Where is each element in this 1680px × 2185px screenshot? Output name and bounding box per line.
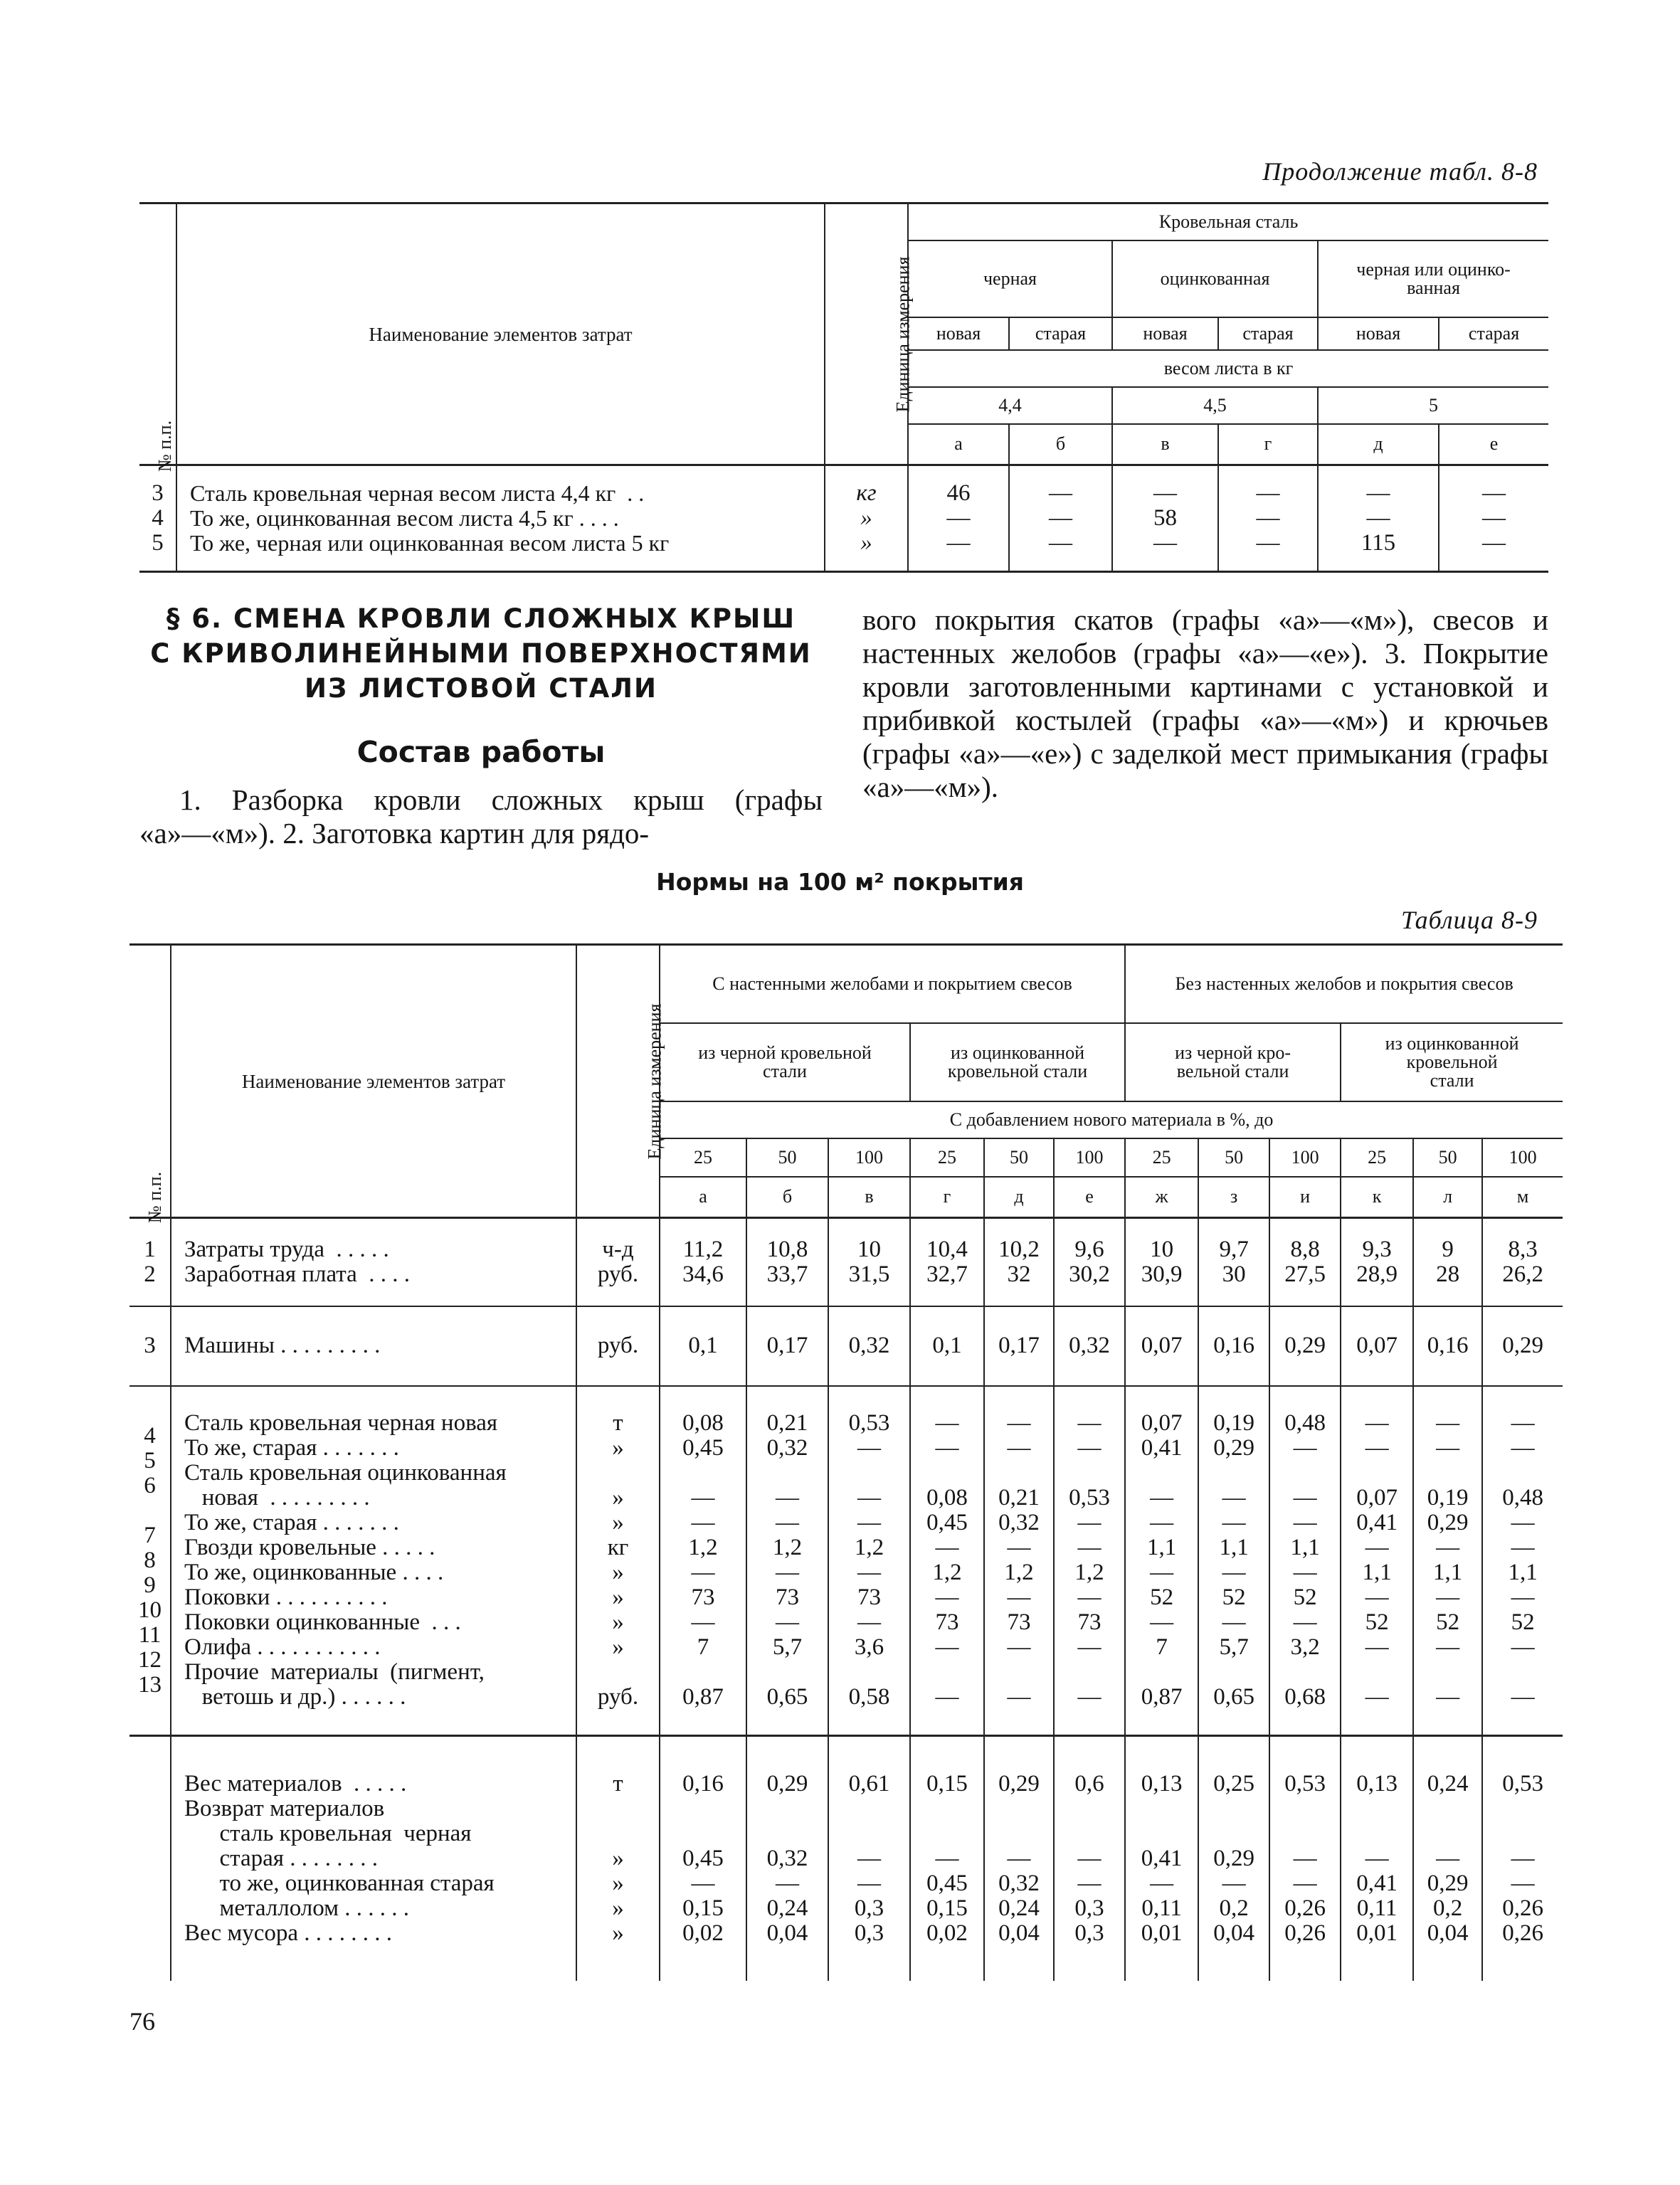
t89-sub-black-2: из черной кро- вельной стали bbox=[1125, 1023, 1341, 1101]
t89-b1-col-z: 9,7 30 bbox=[1198, 1218, 1269, 1306]
t89-header-unit: Единица измерения bbox=[644, 1003, 665, 1159]
t89-b1-col-b: 10,8 33,7 bbox=[746, 1218, 828, 1306]
t89-b4-nums bbox=[130, 1736, 171, 1981]
t89-b1-col-g: 10,4 32,7 bbox=[910, 1218, 984, 1306]
t89-b4-col-e: 0,6 — — 0,3 0,3 bbox=[1054, 1736, 1125, 1981]
t89-b4-col-d: 0,29 — 0,32 0,24 0,04 bbox=[984, 1736, 1054, 1981]
cond-e: новая bbox=[1318, 317, 1439, 350]
t89-letter-d: д bbox=[984, 1177, 1054, 1218]
header-roof-steel: Кровельная сталь bbox=[908, 203, 1548, 240]
t89-letter-b: б bbox=[746, 1177, 828, 1218]
t88-col-v: — 58 — bbox=[1112, 465, 1218, 572]
table-caption: Таблица 8-9 bbox=[1400, 906, 1538, 934]
header-name: Наименование элементов затрат bbox=[176, 203, 825, 465]
t89-b3-col-v: 0,53 — — — 1,2 — 73 — 3,6 0,58 bbox=[828, 1386, 910, 1736]
t89-b3-col-d: — — 0,21 0,32 — 1,2 — 73 — — bbox=[984, 1386, 1054, 1736]
t89-b4-col-k: 0,13 — 0,41 0,11 0,01 bbox=[1341, 1736, 1413, 1981]
t89-pct-g: 25 bbox=[910, 1138, 984, 1177]
t89-header-unit-cell bbox=[576, 945, 665, 1218]
t89-b3-col-zh: 0,07 0,41 — — 1,1 — 52 — 7 0,87 bbox=[1125, 1386, 1198, 1736]
section-title-line2: С КРИВОЛИНЕЙНЫМИ ПОВЕРХНОСТЯМИ bbox=[150, 638, 812, 669]
cond-f: старая bbox=[1439, 317, 1548, 350]
t89-header-num: № п.п. bbox=[144, 1171, 166, 1224]
t88-row-nums: 3 4 5 bbox=[139, 465, 176, 572]
header-unit-cell bbox=[825, 203, 914, 465]
letter-v: в bbox=[1112, 424, 1218, 465]
t88-col-e: — — — bbox=[1439, 465, 1548, 572]
t89-letter-l: л bbox=[1413, 1177, 1482, 1218]
t89-b3-col-a: 0,08 0,45 — — 1,2 — 73 — 7 0,87 bbox=[660, 1386, 746, 1736]
letter-e: е bbox=[1439, 424, 1548, 465]
t89-b1-col-k: 9,3 28,9 bbox=[1341, 1218, 1413, 1306]
t89-b4-col-z: 0,25 0,29 — 0,2 0,04 bbox=[1198, 1736, 1269, 1981]
t89-b2-col-d: 0,17 bbox=[984, 1306, 1054, 1386]
letter-d: д bbox=[1318, 424, 1439, 465]
t89-pct-zh: 25 bbox=[1125, 1138, 1198, 1177]
group-galvanized: оцинкованная bbox=[1112, 240, 1318, 317]
t89-header-name: Наименование элементов затрат bbox=[171, 945, 576, 1218]
t89-b2-col-i: 0,29 bbox=[1269, 1306, 1341, 1386]
weight-label: весом листа в кг bbox=[908, 350, 1548, 387]
table-8-8 bbox=[139, 202, 1548, 573]
t89-b3-col-g: — — 0,08 0,45 — 1,2 — 73 — — bbox=[910, 1386, 984, 1736]
t89-b1-col-m: 8,3 26,2 bbox=[1482, 1218, 1563, 1306]
t89-sub-galv-1: из оцинкованной кровельной стали bbox=[910, 1023, 1125, 1101]
t89-b3-col-k: — — 0,07 0,41 — 1,1 — 52 — — bbox=[1341, 1386, 1413, 1736]
letter-b: б bbox=[1009, 424, 1112, 465]
t89-b2-names: Машины . . . . . . . . . bbox=[171, 1306, 576, 1386]
cond-b: старая bbox=[1009, 317, 1112, 350]
t89-sub-black-1: из черной кровельной стали bbox=[660, 1023, 910, 1101]
t89-b4-units: т » » » » bbox=[576, 1736, 660, 1981]
t89-pct-d: 50 bbox=[984, 1138, 1054, 1177]
t89-b2-nums: 3 bbox=[130, 1306, 171, 1386]
group-black: черная bbox=[908, 240, 1112, 317]
t89-b2-col-zh: 0,07 bbox=[1125, 1306, 1198, 1386]
t89-b2-col-k: 0,07 bbox=[1341, 1306, 1413, 1386]
section-title-line3: ИЗ ЛИСТОВОЙ СТАЛИ bbox=[305, 673, 657, 704]
t89-b3-names: Сталь кровельная черная новая То же, старая . . . . . . . Сталь кровельная оцинкованная новая . . . . . . . . . То же, старая . . . . . . . Гвозди кровельные . . . . . То же, оцинкованные . . . . Поковки . . . . . . . . . . Поковки оцинкованные . . . Олифа . . . . . . . . . . . Прочие материалы (пигмент, ветошь и др.) . . . . . . bbox=[171, 1386, 576, 1736]
t89-b3-col-b: 0,21 0,32 — — 1,2 — 73 — 5,7 0,65 bbox=[746, 1386, 828, 1736]
t89-b1-col-zh: 10 30,9 bbox=[1125, 1218, 1198, 1306]
section-title-line1: § 6. СМЕНА КРОВЛИ СЛОЖНЫХ КРЫШ bbox=[166, 603, 796, 634]
weight-5: 5 bbox=[1318, 387, 1548, 424]
t89-block-labour bbox=[130, 1218, 1563, 1306]
table-continuation-caption: Продолжение табл. 8-8 bbox=[1262, 157, 1538, 186]
page-number: 76 bbox=[130, 2007, 155, 2036]
work-composition-title: Состав работы bbox=[356, 735, 606, 769]
t88-col-d: — — 115 bbox=[1318, 465, 1439, 572]
letter-g: г bbox=[1218, 424, 1318, 465]
t89-b2-col-b: 0,17 bbox=[746, 1306, 828, 1386]
t89-pct-e: 100 bbox=[1054, 1138, 1125, 1177]
t89-percent-label: С добавлением нового материала в %, до bbox=[660, 1101, 1563, 1138]
t89-b2-units: руб. bbox=[576, 1306, 660, 1386]
t89-pct-m: 100 bbox=[1482, 1138, 1563, 1177]
section-left-column bbox=[139, 603, 823, 850]
t89-letter-a: а bbox=[660, 1177, 746, 1218]
t89-b4-col-l: 0,24 — 0,29 0,2 0,04 bbox=[1413, 1736, 1482, 1981]
t89-b4-col-v: 0,61 — — 0,3 0,3 bbox=[828, 1736, 910, 1981]
t89-pct-z: 50 bbox=[1198, 1138, 1269, 1177]
t89-pct-v: 100 bbox=[828, 1138, 910, 1177]
t89-b3-col-e: — — 0,53 — — 1,2 — 73 — — bbox=[1054, 1386, 1125, 1736]
t89-b4-col-a: 0,16 0,45 — 0,15 0,02 bbox=[660, 1736, 746, 1981]
t89-b3-col-l: — — 0,19 0,29 — 1,1 — 52 — — bbox=[1413, 1386, 1482, 1736]
header-num: № п.п. bbox=[154, 420, 176, 472]
t89-b1-col-v: 10 31,5 bbox=[828, 1218, 910, 1306]
t89-block-totals bbox=[130, 1736, 1563, 1981]
t89-pct-b: 50 bbox=[746, 1138, 828, 1177]
t89-group-with-gutters: С настенными желобами и покрытием свесов bbox=[660, 945, 1125, 1023]
t89-pct-a: 25 bbox=[660, 1138, 746, 1177]
t89-b1-col-l: 9 28 bbox=[1413, 1218, 1482, 1306]
t89-pct-l: 50 bbox=[1413, 1138, 1482, 1177]
t89-b2-col-m: 0,29 bbox=[1482, 1306, 1563, 1386]
t89-sub-galv-2: из оцинкованной кровельной стали bbox=[1341, 1023, 1563, 1101]
t89-pct-k: 25 bbox=[1341, 1138, 1413, 1177]
t89-letter-e: е bbox=[1054, 1177, 1125, 1218]
t89-b1-col-i: 8,8 27,5 bbox=[1269, 1218, 1341, 1306]
t89-letter-z: з bbox=[1198, 1177, 1269, 1218]
t89-letter-i: и bbox=[1269, 1177, 1341, 1218]
t89-b4-col-i: 0,53 — — 0,26 0,26 bbox=[1269, 1736, 1341, 1981]
t88-row-names: Сталь кровельная черная весом листа 4,4 кг . . То же, оцинкованная весом листа 4,5 кг . . . . То же, черная или оцинкованная весом листа 5 кг bbox=[176, 465, 825, 572]
t89-letter-m: м bbox=[1482, 1177, 1563, 1218]
t89-pct-i: 100 bbox=[1269, 1138, 1341, 1177]
t89-letter-v: в bbox=[828, 1177, 910, 1218]
t89-letter-g: г bbox=[910, 1177, 984, 1218]
weight-4-4: 4,4 bbox=[908, 387, 1112, 424]
table-8-9 bbox=[130, 943, 1563, 1981]
work-text-right: вого покрытия скатов (графы «а»—«м»), свесов и настенных желобов (графы «а»—«е»). 3. Покрытие кровли заготовленными картинами с установкой и прибивкой костылей (графы «а»—«м») и крючьев (графы «а»—«е») с заделкой мест примыкания (графы «а»—«м»). bbox=[862, 603, 1548, 803]
cond-c: новая bbox=[1112, 317, 1218, 350]
t89-b1-names: Затраты труда . . . . . Заработная плата . . . . bbox=[171, 1218, 576, 1306]
cond-a: новая bbox=[908, 317, 1009, 350]
t89-b1-units: ч-д руб. bbox=[576, 1218, 660, 1306]
t89-letter-zh: ж bbox=[1125, 1177, 1198, 1218]
cond-d: старая bbox=[1218, 317, 1318, 350]
t89-b4-col-b: 0,29 0,32 — 0,24 0,04 bbox=[746, 1736, 828, 1981]
t89-block-machines bbox=[130, 1306, 1563, 1386]
t89-group-without-gutters: Без настенных желобов и покрытия свесов bbox=[1125, 945, 1563, 1023]
t89-b4-col-m: 0,53 — — 0,26 0,26 bbox=[1482, 1736, 1563, 1981]
weight-4-5: 4,5 bbox=[1112, 387, 1318, 424]
t89-b2-col-e: 0,32 bbox=[1054, 1306, 1125, 1386]
t89-b2-col-v: 0,32 bbox=[828, 1306, 910, 1386]
t88-col-b: — — — bbox=[1009, 465, 1112, 572]
t88-col-a: 46 — — bbox=[908, 465, 1009, 572]
t89-b2-col-l: 0,16 bbox=[1413, 1306, 1482, 1386]
header-unit: Единица измерения bbox=[892, 256, 914, 412]
t89-b1-col-e: 9,6 30,2 bbox=[1054, 1218, 1125, 1306]
group-black-or-galv: черная или оцинко- ванная bbox=[1318, 240, 1548, 317]
work-text-left: 1. Разборка кровли сложных крыш (графы «а»—«м»). 2. Заготовка картин для рядо- bbox=[139, 783, 823, 850]
letter-a: а bbox=[908, 424, 1009, 465]
t89-b1-col-d: 10,2 32 bbox=[984, 1218, 1054, 1306]
t89-b4-names: Вес материалов . . . . . Возврат материалов сталь кровельная черная старая . . . . . . . . то же, оцинкованная старая металлолом . . . . . . Вес мусора . . . . . . . . bbox=[171, 1736, 576, 1981]
t89-b2-col-z: 0,16 bbox=[1198, 1306, 1269, 1386]
t89-b3-col-m: — — 0,48 — — 1,1 — 52 — — bbox=[1482, 1386, 1563, 1736]
t89-b4-col-g: 0,15 — 0,45 0,15 0,02 bbox=[910, 1736, 984, 1981]
t89-b3-nums: 4 5 6 7 8 9 10 11 12 13 bbox=[130, 1386, 171, 1736]
t88-col-g: — — — bbox=[1218, 465, 1318, 572]
t89-b1-col-a: 11,2 34,6 bbox=[660, 1218, 746, 1306]
t89-letter-k: к bbox=[1341, 1177, 1413, 1218]
t88-row-units: кг » » bbox=[825, 465, 908, 572]
t89-b4-col-zh: 0,13 0,41 — 0,11 0,01 bbox=[1125, 1736, 1198, 1981]
t89-b2-col-a: 0,1 bbox=[660, 1306, 746, 1386]
t89-b3-col-i: 0,48 — — — 1,1 — 52 — 3,2 0,68 bbox=[1269, 1386, 1341, 1736]
t89-b2-col-g: 0,1 bbox=[910, 1306, 984, 1386]
t89-b1-nums: 1 2 bbox=[130, 1218, 171, 1306]
header-num-cell bbox=[139, 203, 176, 472]
t89-b3-units: т » » » кг » » » » руб. bbox=[576, 1386, 660, 1736]
t89-block-materials bbox=[130, 1386, 1563, 1736]
t89-header-num-cell bbox=[130, 945, 171, 1224]
t89-b3-col-z: 0,19 0,29 — — 1,1 — 52 — 5,7 0,65 bbox=[1198, 1386, 1269, 1736]
norms-title: Нормы на 100 м² покрытия bbox=[656, 868, 1024, 896]
